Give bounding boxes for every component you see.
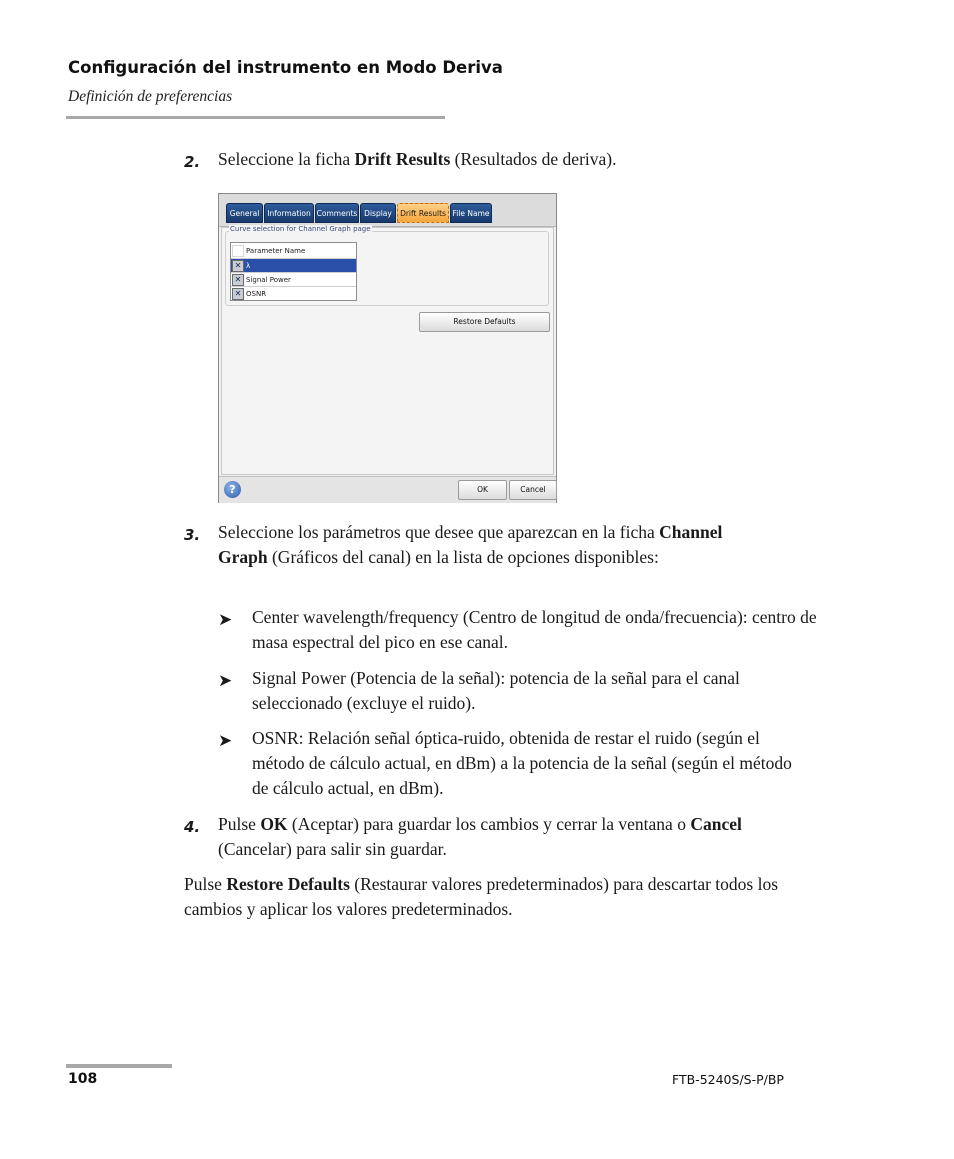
ui-term: Channel Graph: [218, 522, 723, 567]
header-divider: [66, 116, 445, 119]
step-text-part: Seleccione los parámetros que desee que aparezcan en la ficha: [218, 522, 660, 542]
parameter-list: [230, 242, 357, 301]
list-item-signal-power[interactable]: [231, 272, 356, 286]
bullet-item: Signal Power (Potencia de la señal): potencia de la señal para el canal seleccionado (excluye el ruido).: [252, 668, 740, 713]
tab-general[interactable]: General: [226, 203, 263, 223]
tab-information[interactable]: Information: [264, 203, 314, 223]
column-header: Parameter Name: [246, 247, 306, 255]
list-header: [231, 244, 356, 258]
checkbox-signal-power[interactable]: ✕: [232, 274, 244, 286]
step-text-part: Seleccione la ficha: [218, 149, 355, 169]
group-label: Curve selection for Channel Graph page: [230, 225, 371, 233]
bullet-item: Center wavelength/frequency (Centro de longitud de onda/frecuencia): centro de masa espectral del pico en ese canal.: [252, 607, 817, 652]
step-text-part: (Gráficos del canal) en la lista de opciones disponibles:: [267, 547, 659, 567]
step-text: [218, 812, 798, 862]
tab-display[interactable]: Display: [360, 203, 396, 223]
product-model: FTB-5240S/S-P/BP: [672, 1072, 784, 1087]
paragraph-part: (Restaurar valores predeterminados) para descartar todos los cambios y aplicar los valores predeterminados.: [184, 874, 779, 919]
ui-term: OK: [260, 814, 288, 834]
tab-drift-results[interactable]: Drift Results: [397, 203, 449, 223]
step-number: 4.: [184, 818, 201, 836]
tab-bar: [219, 194, 556, 227]
paragraph-part: Pulse: [184, 874, 227, 894]
section-title: Configuración del instrumento en Modo Deriva: [68, 58, 503, 77]
tab-file-name[interactable]: File Name: [450, 203, 492, 223]
ok-button[interactable]: OK: [458, 480, 507, 500]
checkbox-lambda[interactable]: ✕: [232, 260, 244, 272]
closing-paragraph: [184, 872, 784, 922]
checkbox-osnr[interactable]: ✕: [232, 288, 244, 300]
footer-divider: [66, 1064, 172, 1068]
step-text-part: (Cancelar) para salir sin guardar.: [218, 839, 447, 859]
dialog-footer: [219, 476, 556, 503]
ui-term: Restore Defaults: [226, 874, 350, 894]
step-number: 3.: [184, 526, 201, 544]
step-text-part: Pulse: [218, 814, 261, 834]
ui-term: Cancel: [690, 814, 742, 834]
arrow-bullet-icon: ➤: [218, 610, 233, 630]
item-label: OSNR: [246, 290, 267, 298]
step-number: 2.: [184, 153, 201, 171]
list-item-lambda[interactable]: [231, 258, 356, 272]
arrow-bullet-icon: ➤: [218, 671, 233, 691]
page-number: 108: [68, 1071, 98, 1087]
restore-defaults-button[interactable]: Restore Defaults: [419, 312, 550, 332]
list-item-osnr[interactable]: [231, 286, 356, 300]
cancel-button[interactable]: Cancel: [509, 480, 557, 500]
bullet-item: OSNR: Relación señal óptica-ruido, obtenida de restar el ruido (según el método de cálculo actual, en dBm) a la potencia de la señal (según el método de cálculo actual, en dBm).: [252, 728, 792, 798]
step-text: [218, 147, 818, 172]
step-text-part: (Resultados de deriva).: [450, 149, 617, 169]
help-icon[interactable]: ?: [224, 481, 241, 498]
item-label: Signal Power: [246, 276, 291, 284]
arrow-bullet-icon: ➤: [218, 731, 233, 751]
tab-comments[interactable]: Comments: [315, 203, 359, 223]
item-label: λ: [246, 262, 251, 270]
dialog-screenshot: [218, 193, 557, 503]
ui-term: Drift Results: [354, 149, 451, 169]
header-checkbox[interactable]: [232, 245, 244, 257]
step-text-part: (Aceptar) para guardar los cambios y cerrar la ventana o: [287, 814, 691, 834]
step-text: [218, 520, 738, 570]
section-subtitle: Definición de preferencias: [68, 88, 233, 105]
